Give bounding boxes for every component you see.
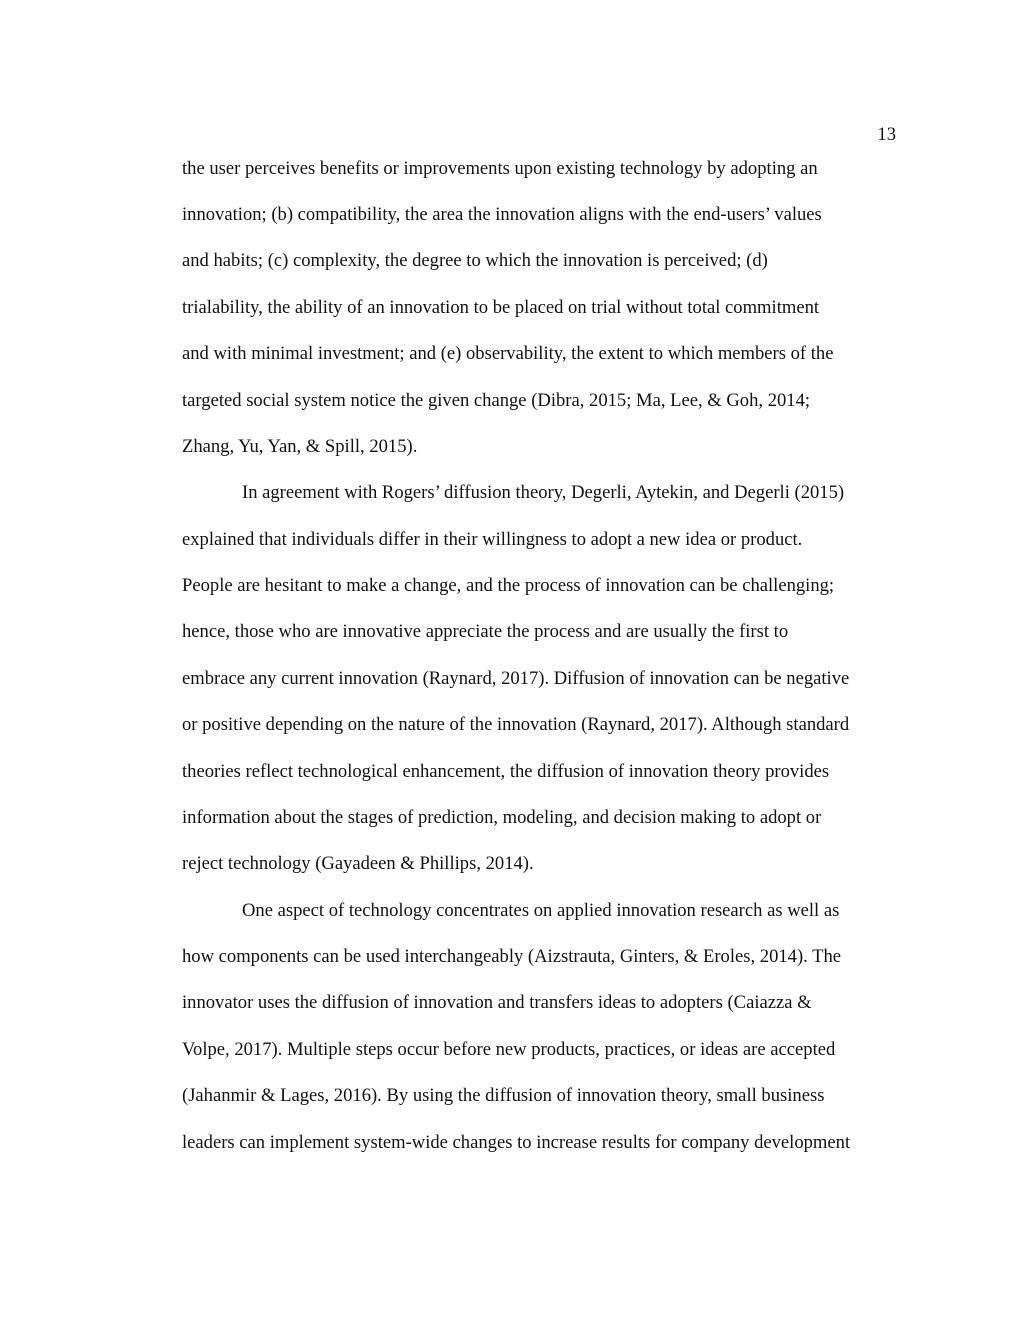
paragraph-first-line: One aspect of technology concentrates on applied innovation research as well as [242, 900, 840, 921]
text-line: how components can be used interchangeably (Aizstrauta, Ginters, & Eroles, 2014). The [182, 946, 842, 967]
text-line: and with minimal investment; and (e) observability, the extent to which members of the [182, 343, 834, 364]
text-line: Zhang, Yu, Yan, & Spill, 2015). [182, 436, 418, 457]
text-line: hence, those who are innovative appreciate the process and are usually the first to [182, 621, 789, 642]
paragraph-first-line: In agreement with Rogers’ diffusion theory, Degerli, Aytekin, and Degerli (2015) [242, 482, 845, 503]
text-line: People are hesitant to make a change, and the process of innovation can be challenging; [182, 575, 835, 596]
text-line: trialability, the ability of an innovation to be placed on trial without total commitment [182, 297, 820, 318]
text-line: the user perceives benefits or improvements upon existing technology by adopting an [182, 158, 818, 179]
text-line: theories reflect technological enhancement, the diffusion of innovation theory provides [182, 761, 830, 782]
text-line: Volpe, 2017). Multiple steps occur before new products, practices, or ideas are accepted [182, 1039, 836, 1060]
text-line: explained that individuals differ in their willingness to adopt a new idea or product. [182, 529, 803, 550]
text-line: information about the stages of prediction, modeling, and decision making to adopt or [182, 807, 822, 828]
text-line: (Jahanmir & Lages, 2016). By using the diffusion of innovation theory, small business [182, 1085, 825, 1106]
text-line: innovation; (b) compatibility, the area the innovation aligns with the end-users’ values [182, 204, 822, 225]
text-line: embrace any current innovation (Raynard, 2017). Diffusion of innovation can be negative [182, 668, 850, 689]
text-line: leaders can implement system-wide changes to increase results for company development [182, 1132, 851, 1153]
text-line: or positive depending on the nature of the innovation (Raynard, 2017). Although standard [182, 714, 850, 735]
page-number: 13 [877, 124, 896, 145]
text-line: innovator uses the diffusion of innovation and transfers ideas to adopters (Caiazza & [182, 992, 812, 1013]
text-line: and habits; (c) complexity, the degree to which the innovation is perceived; (d) [182, 250, 768, 271]
text-line: targeted social system notice the given change (Dibra, 2015; Ma, Lee, & Goh, 2014; [182, 390, 811, 411]
text-line: reject technology (Gayadeen & Phillips, 2014). [182, 853, 534, 874]
